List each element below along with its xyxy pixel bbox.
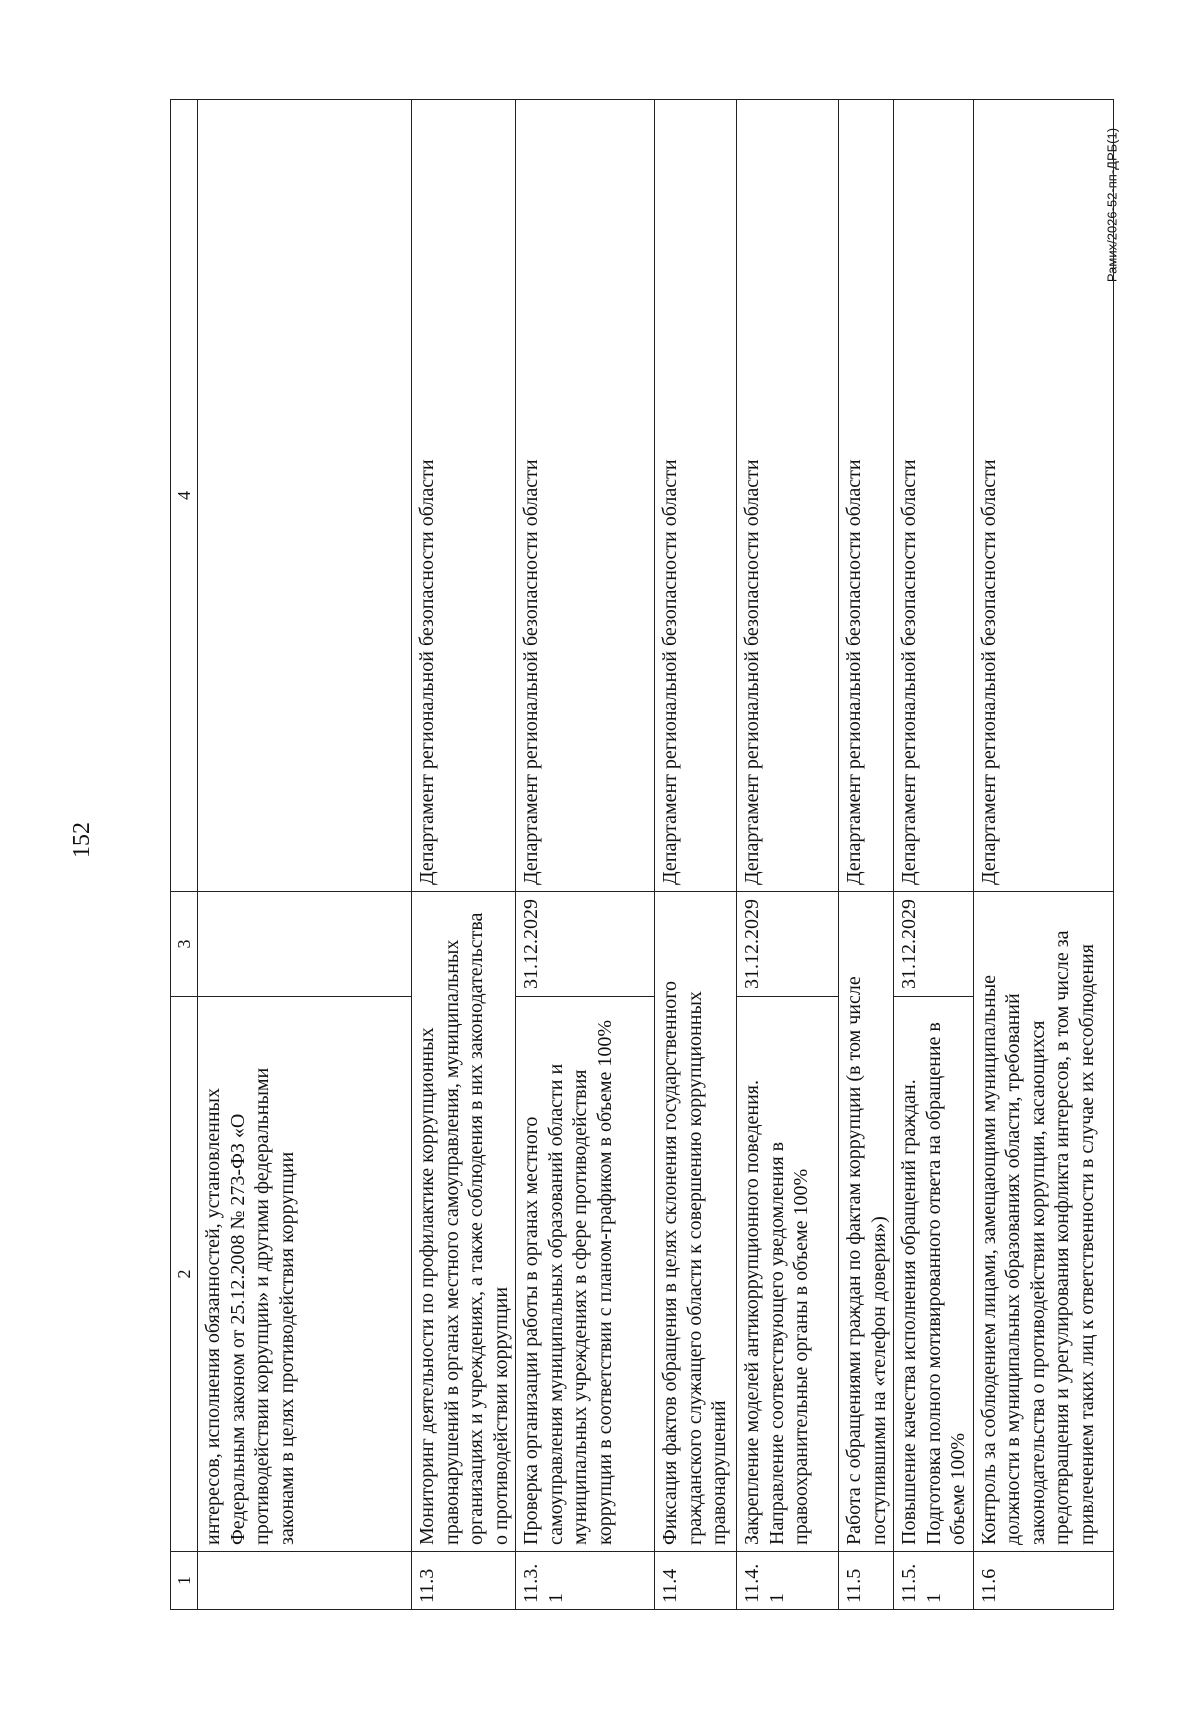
table-row — [894, 100, 974, 1610]
row-text-cell: Повышение качества исполнения обращений граждан. Подготовка полного мотивированного ответа на обращение в объеме 100% — [894, 997, 974, 1552]
row-responsible-cell: Департамент региональной безопасности области — [412, 100, 516, 892]
row-text-cell: Работа с обращениями граждан по фактам коррупции (в том числе поступившими на «телефон доверия») — [839, 892, 894, 1552]
row-number-cell: 11.3. 1 — [516, 1552, 655, 1610]
table-row — [655, 100, 737, 1610]
document-code: Рамих/2026-52-пп-ДРБ(1) — [1104, 127, 1120, 283]
row-responsible-cell: Департамент региональной безопасности области — [655, 100, 737, 892]
header-col-4: 4 — [171, 100, 198, 892]
header-col-1: 1 — [171, 1552, 198, 1610]
header-col-2: 2 — [171, 997, 198, 1552]
table-body — [198, 100, 1114, 1610]
row-text-cell: Закрепление моделей антикоррупционного поведения. Направление соответствующего уведомления в правоохранительные органы в объеме 100% — [737, 997, 839, 1552]
rotated-content — [170, 100, 1096, 1610]
row-text-cell: интересов, исполнения обязанностей, установленных Федеральным законом от 25.12.2008 № 273-ФЗ «О противодействии коррупции» и другими федеральными законами в целях противодействия коррупции — [198, 997, 412, 1552]
header-col-3: 3 — [171, 892, 198, 997]
measures-table — [170, 99, 1114, 1610]
page-number: 152 — [69, 822, 95, 858]
rotated-page-area — [170, 100, 1200, 1710]
row-text-cell: Фиксация фактов обращения в целях склонения государственного гражданского служащего области к совершению коррупционных правонарушений — [655, 892, 737, 1552]
row-number-cell: 11.5. 1 — [894, 1552, 974, 1610]
row-date-cell — [198, 892, 412, 997]
row-text-cell: Проверка организации работы в органах местного самоуправления муниципальных образований области и муниципальных учреждениях в сфере противодействия коррупции в соответствии с планом-графиком в объеме 100% — [516, 997, 655, 1552]
row-number-cell: 11.6 — [973, 1552, 1113, 1610]
row-number-cell: 11.3 — [412, 1552, 516, 1610]
table-row — [737, 100, 839, 1610]
row-date-cell: 31.12.2029 — [516, 892, 655, 997]
table-row — [973, 100, 1113, 1610]
row-number-cell: 11.4 — [655, 1552, 737, 1610]
row-responsible-cell: Департамент региональной безопасности области — [516, 100, 655, 892]
row-number-cell — [198, 1552, 412, 1610]
row-responsible-cell: Департамент региональной безопасности области — [973, 100, 1113, 892]
row-text-cell: Мониторинг деятельности по профилактике коррупционных правонарушений в органах местного самоуправления, муниципальных организациях и учреждениях, а также соблюдения в них законодательства о противодействии коррупции — [412, 892, 516, 1552]
row-number-cell: 11.4. 1 — [737, 1552, 839, 1610]
table-header-row — [171, 100, 198, 1610]
table-row — [516, 100, 655, 1610]
row-number-cell: 11.5 — [839, 1552, 894, 1610]
row-responsible-cell: Департамент региональной безопасности области — [839, 100, 894, 892]
row-responsible-cell: Департамент региональной безопасности области — [894, 100, 974, 892]
table-row — [412, 100, 516, 1610]
row-responsible-cell: Департамент региональной безопасности области — [737, 100, 839, 892]
table-row — [839, 100, 894, 1610]
row-text-cell: Контроль за соблюдением лицами, замещающими муниципальные должности в муниципальных образованиях области, требований законодательства о противодействии коррупции, касающихся предотвращения и урегулирования конфликта интересов, в том числе за привлечением таких лиц к ответственности в случае их несоблюдения — [973, 892, 1113, 1552]
row-responsible-cell — [198, 100, 412, 892]
row-date-cell: 31.12.2029 — [894, 892, 974, 997]
row-date-cell: 31.12.2029 — [737, 892, 839, 997]
table-row-continuation — [198, 100, 412, 1610]
